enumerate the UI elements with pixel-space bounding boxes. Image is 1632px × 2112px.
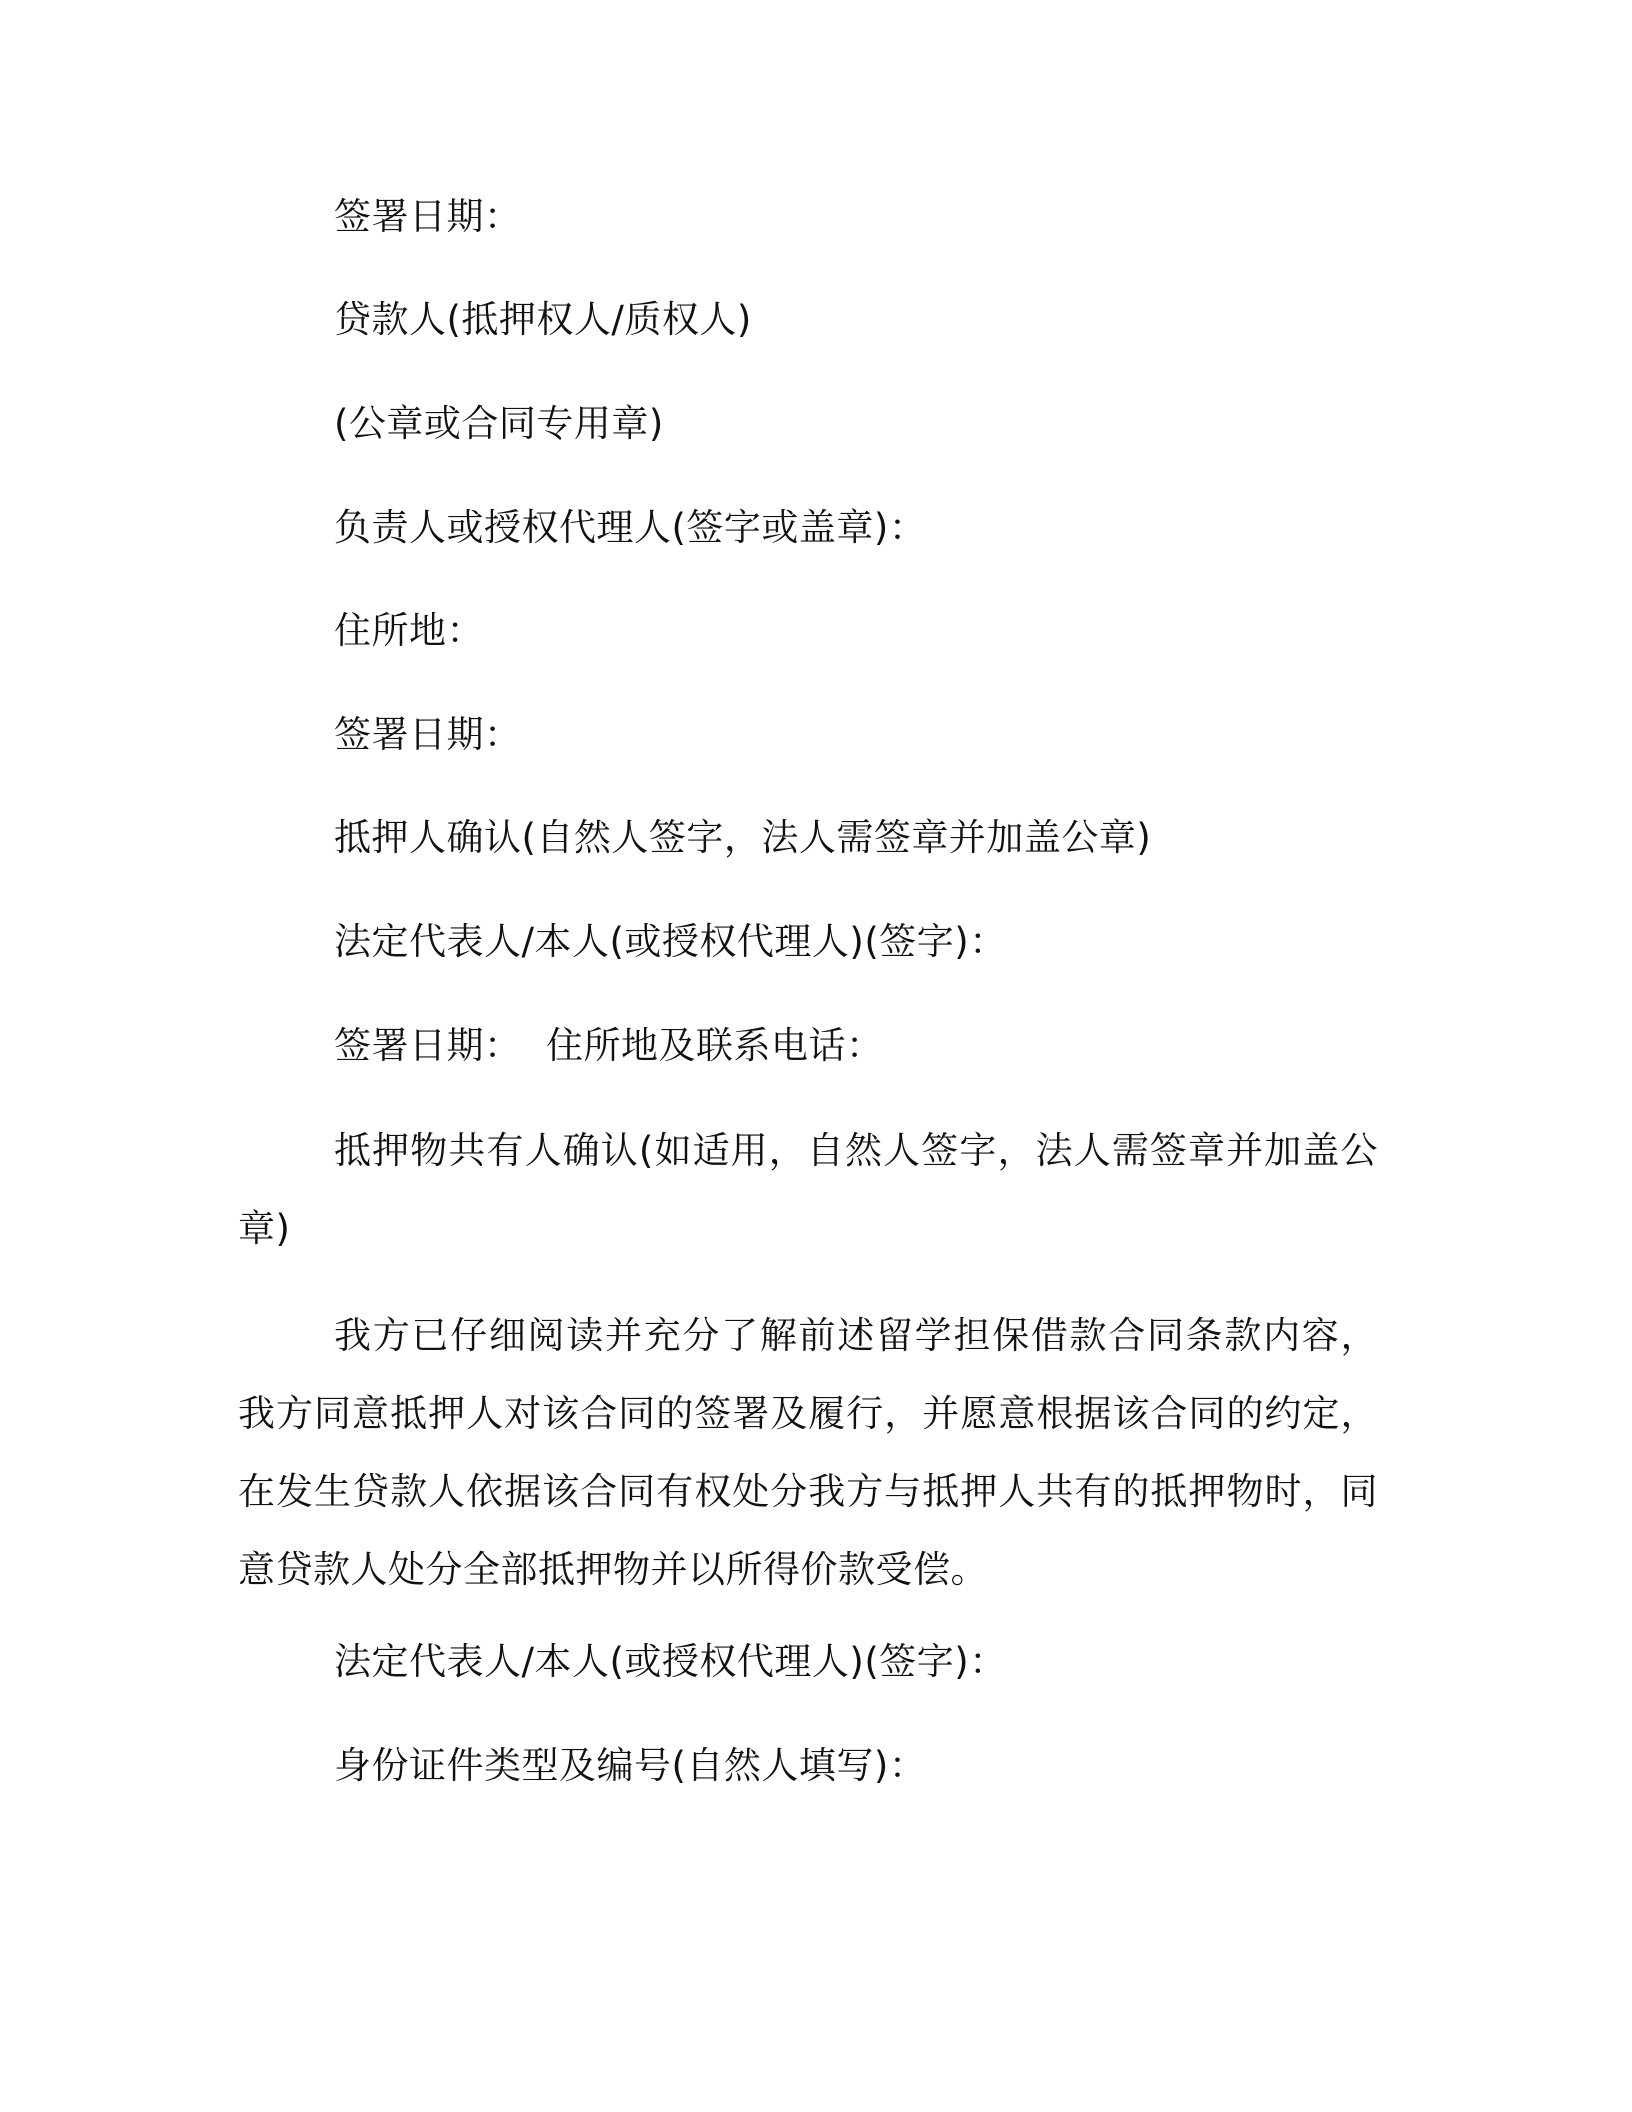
signing-date-label: 签署日期： bbox=[334, 195, 522, 238]
lender-heading: 贷款人(抵押权人/质权人) bbox=[334, 298, 752, 341]
official-seal-label: (公章或合同专用章) bbox=[334, 402, 664, 445]
legal-representative-signature-label: 法定代表人/本人(或授权代理人)(签字)： bbox=[334, 920, 1007, 963]
co-owner-signature-label: 法定代表人/本人(或授权代理人)(签字)： bbox=[334, 1640, 1007, 1683]
id-document-label: 身份证件类型及编号(自然人填写)： bbox=[334, 1744, 927, 1787]
signing-date-address-phone-label: 签署日期： 住所地及联系电话： bbox=[334, 1024, 884, 1067]
authorized-signatory-label: 负责人或授权代理人(签字或盖章)： bbox=[334, 506, 927, 549]
co-owner-consent-statement: 我方已仔细阅读并充分了解前述留学担保借款合同条款内容，我方同意抵押人对该合同的签署及履行，并愿意根据该合同的约定，在发生贷款人依据该合同有权处分我方与抵押人共有的抵押物时，同意贷款人处分全部抵押物并以所得价款受偿。 bbox=[238, 1314, 1378, 1591]
signing-date-label-2: 签署日期： bbox=[334, 713, 522, 756]
address-label: 住所地： bbox=[334, 609, 484, 652]
co-owner-confirmation-heading: 抵押物共有人确认(如适用，自然人签字，法人需签章并加盖公章) bbox=[238, 1129, 1378, 1250]
mortgagor-confirmation-heading: 抵押人确认(自然人签字，法人需签章并加盖公章) bbox=[334, 816, 1152, 859]
